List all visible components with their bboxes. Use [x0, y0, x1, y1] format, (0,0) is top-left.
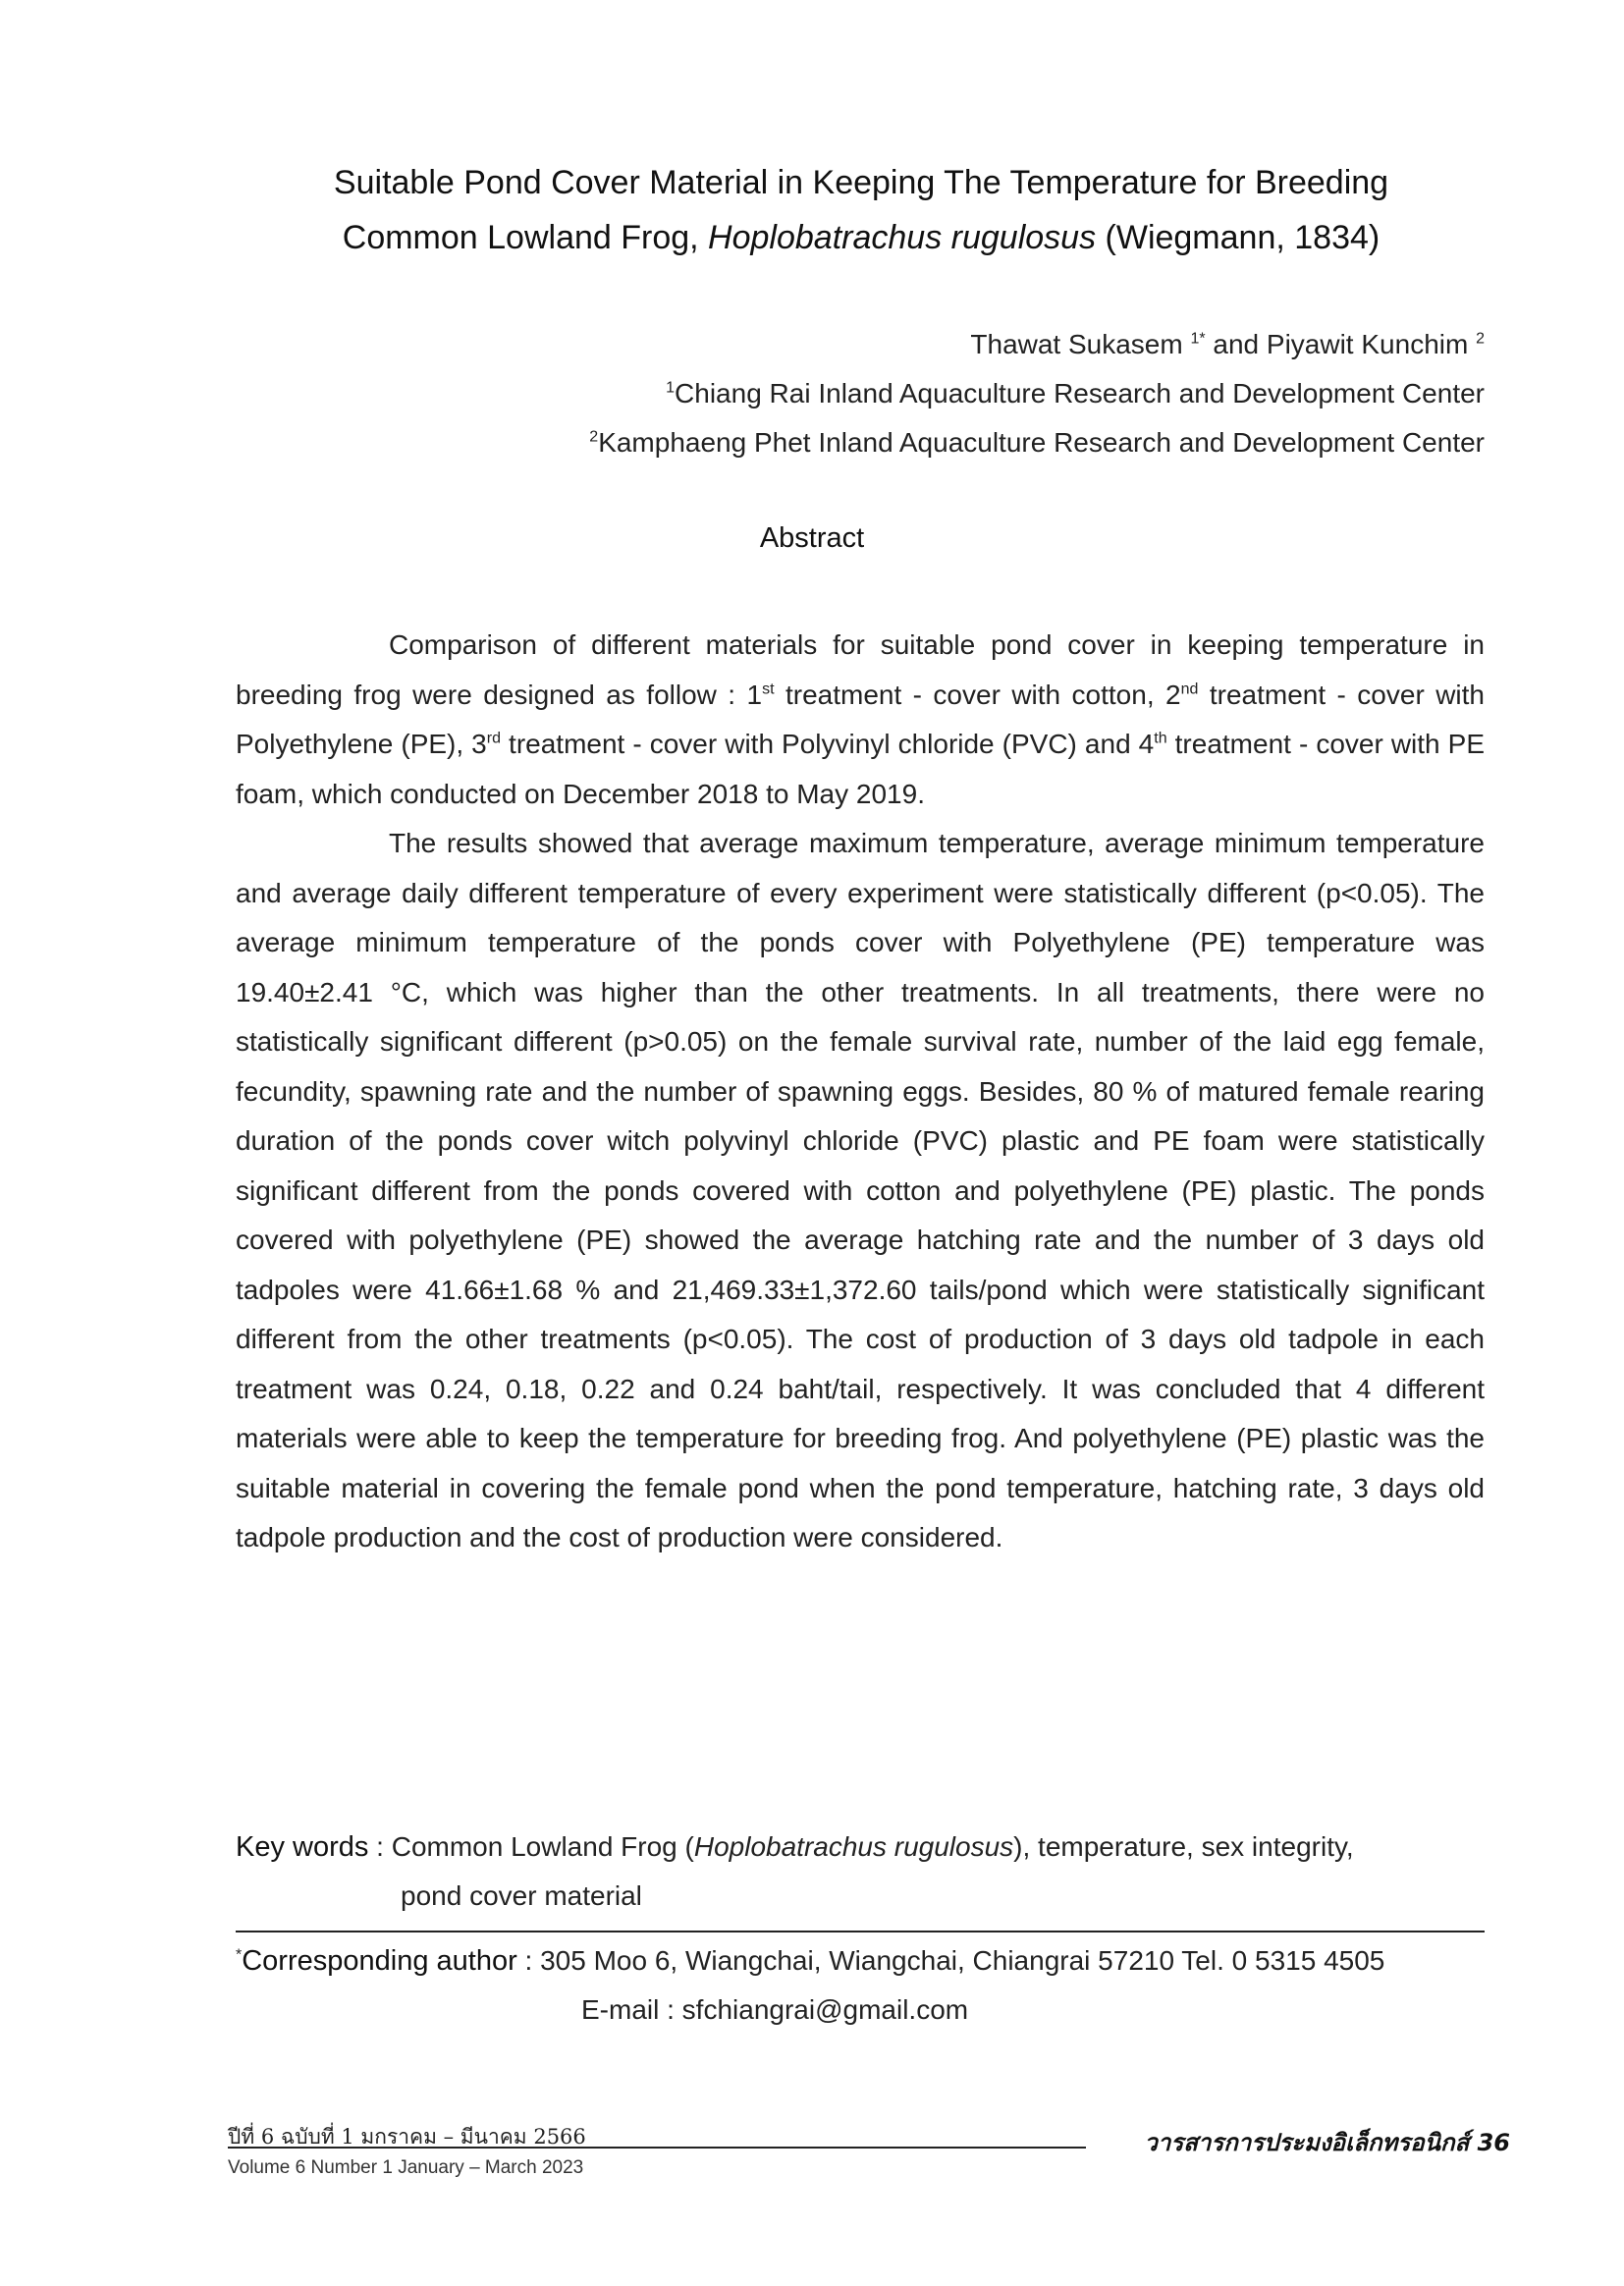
- ordinal-sup: rd: [486, 730, 501, 747]
- corresponding-label: Corresponding author: [242, 1945, 517, 1977]
- author-joiner: and Piyawit Kunchim: [1205, 329, 1477, 359]
- title-line-2: [196, 210, 1526, 265]
- author-names: [589, 320, 1485, 369]
- title-line-1: Suitable Pond Cover Material in Keeping The Temperature for Breeding: [333, 164, 1389, 201]
- title-line-2-suffix: (Wiegmann, 1834): [1096, 219, 1380, 256]
- corresponding-marker: *: [236, 1946, 243, 1964]
- affiliation-2: [589, 418, 1485, 467]
- affiliation-1-marker: 1: [666, 379, 676, 397]
- abstract-heading: Abstract: [759, 522, 865, 554]
- corresponding-address: : 305 Moo 6, Wiangchai, Wiangchai, Chiangrai 57210 Tel. 0 5315 4505: [516, 1945, 1385, 1976]
- abstract-p1-part-a: Comparison of different materials for suitable pond cover in keeping temperature in breeding frog were designed as follow : 1: [236, 629, 1485, 710]
- abstract-body: [236, 621, 1485, 1563]
- author-1-name: Thawat Sukasem: [970, 329, 1191, 359]
- footer-volume: Volume 6 Number 1 January – March 2023: [228, 2157, 584, 2178]
- abstract-paragraph-1: [236, 621, 1485, 819]
- keywords-separator: :: [368, 1831, 392, 1862]
- keywords-prefix: Common Lowland Frog (: [391, 1831, 694, 1862]
- abstract-p1-part-c: treatment - cover with Polyethylene (PE), 3: [236, 679, 1485, 759]
- paper-title: [196, 155, 1526, 265]
- title-scientific-name: Hoplobatrachus rugulosus: [708, 219, 1097, 256]
- ordinal-sup: st: [762, 680, 775, 698]
- keywords-line-2: pond cover material: [401, 1880, 642, 1911]
- abstract-p1-part-d: treatment - cover with Polyvinyl chloride (PVC) and 4: [501, 729, 1155, 759]
- ordinal-sup: th: [1154, 730, 1167, 747]
- keywords-block: [236, 1823, 1485, 1921]
- affiliation-1-text: Chiang Rai Inland Aquaculture Research and Development Center: [675, 378, 1485, 408]
- corresponding-author-block: [236, 1936, 1512, 2035]
- keywords-line-1: [236, 1823, 1485, 1872]
- keywords-scientific-name: Hoplobatrachus rugulosus: [693, 1831, 1014, 1862]
- affiliation-1: [589, 369, 1485, 418]
- affiliation-2-marker: 2: [589, 428, 599, 446]
- abstract-p1-part-b: treatment - cover with cotton, 2: [774, 679, 1181, 710]
- affiliation-2-text: Kamphaeng Phet Inland Aquaculture Research and Development Center: [598, 427, 1485, 458]
- corresponding-email: E-mail : sfchiangrai@gmail.com: [581, 1994, 969, 2025]
- title-line-2-prefix: Common Lowland Frog,: [342, 219, 709, 256]
- abstract-p1-part-e: treatment - cover with PE foam, which conducted on December 2018 to May 2019.: [236, 729, 1486, 809]
- footer-rule: [228, 2147, 1086, 2149]
- author-block: [589, 320, 1485, 467]
- author-1-marker: 1*: [1190, 330, 1206, 348]
- footnote-divider: [236, 1931, 1485, 1932]
- author-2-marker: 2: [1476, 330, 1485, 348]
- ordinal-sup: nd: [1180, 680, 1199, 698]
- abstract-paragraph-2: The results showed that average maximum temperature, average minimum temperature and average daily different temperature of every experiment were statistically different (p<0.05). The average minimum temperature of the ponds cover with Polyethylene (PE) temperature was 19.40±2.41 °C, which was higher than the other treatments. In all treatments, there were no statistically significant different (p>0.05) on the female survival rate, number of the laid egg female, fecundity, spawning rate and the number of spawning eggs. Besides, 80 % of matured female rearing duration of the ponds cover witch polyvinyl chloride (PVC) plastic and PE foam were statistically significant different from the ponds covered with cotton and polyethylene (PE) plastic. The ponds covered with polyethylene (PE) showed the average hatching rate and the number of 3 days old tadpoles were 41.66±1.68 % and 21,469.33±1,372.60 tails/pond which were statistically significant different from the other treatments (p<0.05). The cost of production of 3 days old tadpole in each treatment was 0.24, 0.18, 0.22 and 0.24 baht/tail, respectively. It was concluded that 4 different materials were able to keep the temperature for breeding frog. And polyethylene (PE) plastic was the suitable material in covering the female pond when the pond temperature, hatching rate, 3 days old tadpole production and the cost of production were considered.: [236, 828, 1485, 1552]
- footer-journal-name: วารสารการประมงอิเล็กทรอนิกส์ 36: [1144, 2129, 1510, 2156]
- keywords-label: Key words: [236, 1831, 369, 1863]
- keywords-suffix: ), temperature, sex integrity,: [1013, 1831, 1354, 1862]
- corresponding-line-1: [236, 1936, 1512, 1986]
- footer-thai-issue: ปีที่ 6 ฉบับที่ 1 มกราคม – มีนาคม 2566: [228, 2125, 586, 2149]
